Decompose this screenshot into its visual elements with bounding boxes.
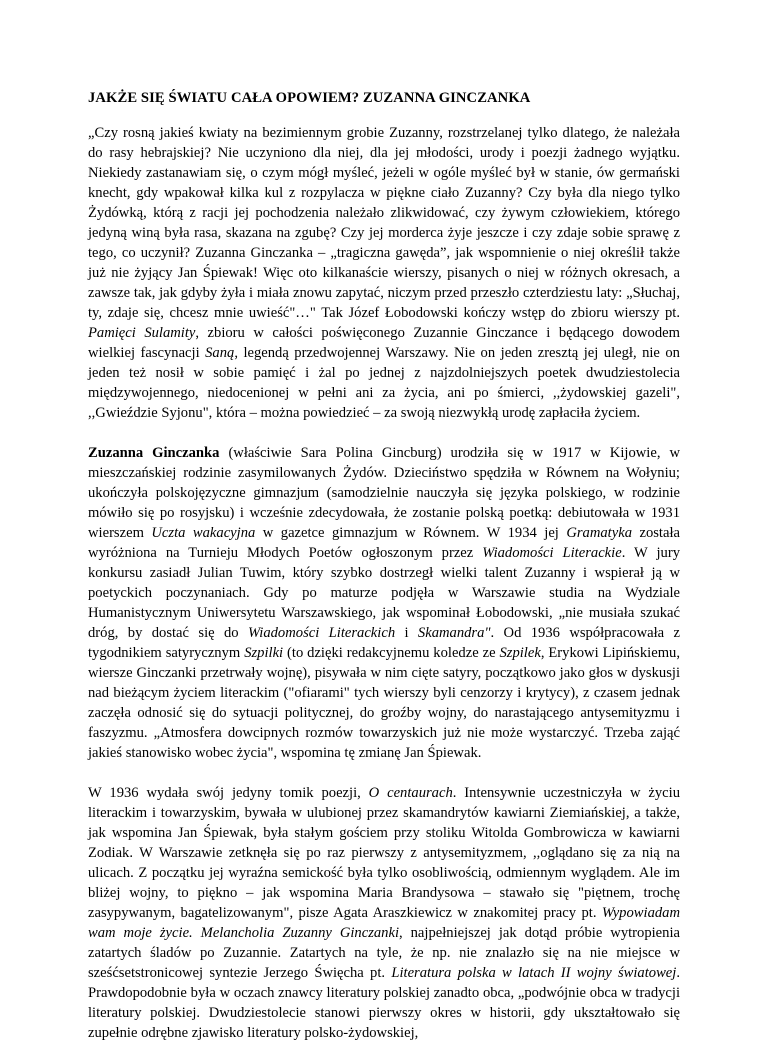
text-run: W 1936 wydała swój jedyny tomik poezji, xyxy=(88,785,369,801)
text-run: Saną xyxy=(205,345,235,361)
paragraph-1 xyxy=(88,123,680,423)
text-run: . Prawdopodobnie była w oczach znawcy literatury polskiej zanadto obca, „podwójnie obca w tradycji literatury polskiej. Dwudziestolecie stanowi pierwszy okres w historii, gdy ukształtowało się zupełnie odrębne zjawisko literatury polsko-żydowskiej, xyxy=(88,965,680,1041)
text-run: Literatura polska w latach II wojny światowej xyxy=(391,965,677,981)
text-run: , Erykowi Lipińskiemu, wiersze Ginczanki przetrwały wojnę), pisywała w nim cięte satyry, początkowo jako głos w dyskusji nad bieżącym życiem literackim ("ofiarami" tych wierszy byli cenzorzy i krytycy), z czasem jednak zaczęła odnosić się do sytuacji politycznej, do groźby wojny, do narastającego antysemityzmu i faszyzmu. „Atmosfera dowcipnych rozmów towarzyskich już nie może wystarczyć. Trzeba zająć jakieś stanowisko wobec życia", wspomina tę zmianę Jan Śpiewak. xyxy=(88,645,680,761)
text-run: Wypowiadam wam moje życie. Melancholia Zuzanny Ginczanki xyxy=(88,905,680,941)
text-run: Szpilki xyxy=(244,645,284,661)
text-run: Gramatyka xyxy=(566,525,632,541)
paragraph-3 xyxy=(88,783,680,1043)
text-run: została wyróżniona na Turnieju Młodych Poetów ogłoszonym przez xyxy=(88,525,680,561)
paragraph-2 xyxy=(88,443,680,763)
text-run: , najpełniejszej jak dotąd próbie wytropienia zatartych śladów po Zuzannie. Zatartych na tyle, że np. nie znalazło się na nie miejsce w sześćsetstronicowej syntezie Jerzego Święcha pt. xyxy=(88,925,680,981)
text-run: , zbioru w całości poświęconego Zuzannie Ginczance i będącego dowodem wielkiej fascynacji xyxy=(88,325,680,361)
document-title: JAKŻE SIĘ ŚWIATU CAŁA OPOWIEM? ZUZANNA GINCZANKA xyxy=(88,90,531,106)
text-run: O centaurach xyxy=(368,785,453,801)
text-run: . Intensywnie uczestniczyła w życiu literackim i towarzyskim, bywała w ulubionej przez skamandrytów kawiarni Ziemiańskiej, a także, jak wspomina Jan Śpiewak, była stałym gościem przy stoliku Witolda Gombrowicza w kawiarni Zodiak. W Warszawie zetknęła się po raz pierwszy z antysemityzmem, ,,oglądano się za nią na ulicach. Z początku jej wyraźna semickość była tylko osobliwością, odmiennym wyglądem. Ale im bliżej wojny, to piękno – jak wspomina Maria Brandysowa – stawało się "piętnem, trochę zasypywanym, bagatelizowanym", pisze Agata Araszkiewicz w znakomitej pracy pt. xyxy=(88,785,680,921)
text-run: Zuzanna Ginczanka xyxy=(88,445,220,461)
text-run: „Czy rosną jakieś kwiaty na bezimiennym grobie Zuzanny, rozstrzelanej tylko dlatego, że należała do rasy hebrajskiej? Nie uczyniono dla niej, dla jej młodości, urody i poezji żadnego wyjątku. Niekiedy zastanawiam się, o czym mógł myśleć, jeżeli w ogóle myśleć był w stanie, ów germański knecht, gdy wpakował kilka kul z rozpylacza w piękne ciało Zuzanny? Czy była dla niego tylko Żydówką, którą z racji jej pochodzenia należało zlikwidować, czy żywym człowiekiem, którego jedyną winą była rasa, skazana na zgubę? Czy jej morderca żyje jeszcze i czy zdaje sobie sprawę z tego, co uczynił? Zuzanna Ginczanka – „tragiczna gawęda”, jak wspomnienie o niej określił także już nie żyjący Jan Śpiewak! Więc oto kilkanaście wierszy, pisanych o niej w różnych okresach, a zawsze tak, jak gdyby żyła i miała znowu zapytać, niczym przed przeszło czterdziestu laty: „Słuchaj, ty, zdaje się, chcesz mnie uwieść"…" Tak Józef Łobodowski kończy wstęp do zbioru wierszy pt. xyxy=(88,125,680,321)
text-run: i xyxy=(395,625,418,641)
text-run: . W jury konkursu zasiadł Julian Tuwim, który szybko dostrzegł wielki talent Zuzanny i wspierał ją w poetyckich poczynaniach. Gdy po maturze podjęła w Warszawie studia na Wydziale Humanistycznym Uniwersytetu Warszawskiego, jak wspominał Łobodowski, „nie musiała szukać dróg, by dostać się do xyxy=(88,545,680,641)
text-run: Skamandra" xyxy=(417,625,491,641)
text-run: Wiadomości Literackie xyxy=(482,545,622,561)
text-run: Szpilek xyxy=(499,645,541,661)
text-run: . Od 1936 współpracowała z tygodnikiem satyrycznym xyxy=(88,625,680,661)
text-run: (to dzięki redakcyjnemu koledze ze xyxy=(283,645,500,661)
text-run: w gazetce gimnazjum w Równem. W 1934 jej xyxy=(255,525,567,541)
text-run: Pamięci Sulamity xyxy=(88,325,196,341)
text-run: , legendą przedwojennej Warszawy. Nie on jeden zresztą jej uległ, nie on jeden też nosił w sobie pamięć i żal po jednej z najzdolniejszych poetek dwudziestolecia międzywojennego, niedocenionej w pełni ani za życia, ani po śmierci, ,,żydowskiej gazeli", ,,Gwieździe Syjonu", która – można powiedzieć – za swoją niezwykłą urodę zapłaciła życiem. xyxy=(88,345,680,421)
text-run: Wiadomości Literackich xyxy=(247,625,396,641)
text-run: Uczta wakacyjna xyxy=(151,525,256,541)
text-run: (właściwie Sara Polina Gincburg) urodziła się w 1917 w Kijowie, w mieszczańskiej rodzinie zasymilowanych Żydów. Dzieciństwo spędziła w Równem na Wołyniu; ukończyła polskojęzyczne gimnazjum (samodzielnie nauczyła się języka polskiego, w rodzinie mówiło się po rosyjsku) i wcześnie zdecydowała, że zostanie polską poetką: debiutowała w 1931 wierszem xyxy=(88,445,680,541)
